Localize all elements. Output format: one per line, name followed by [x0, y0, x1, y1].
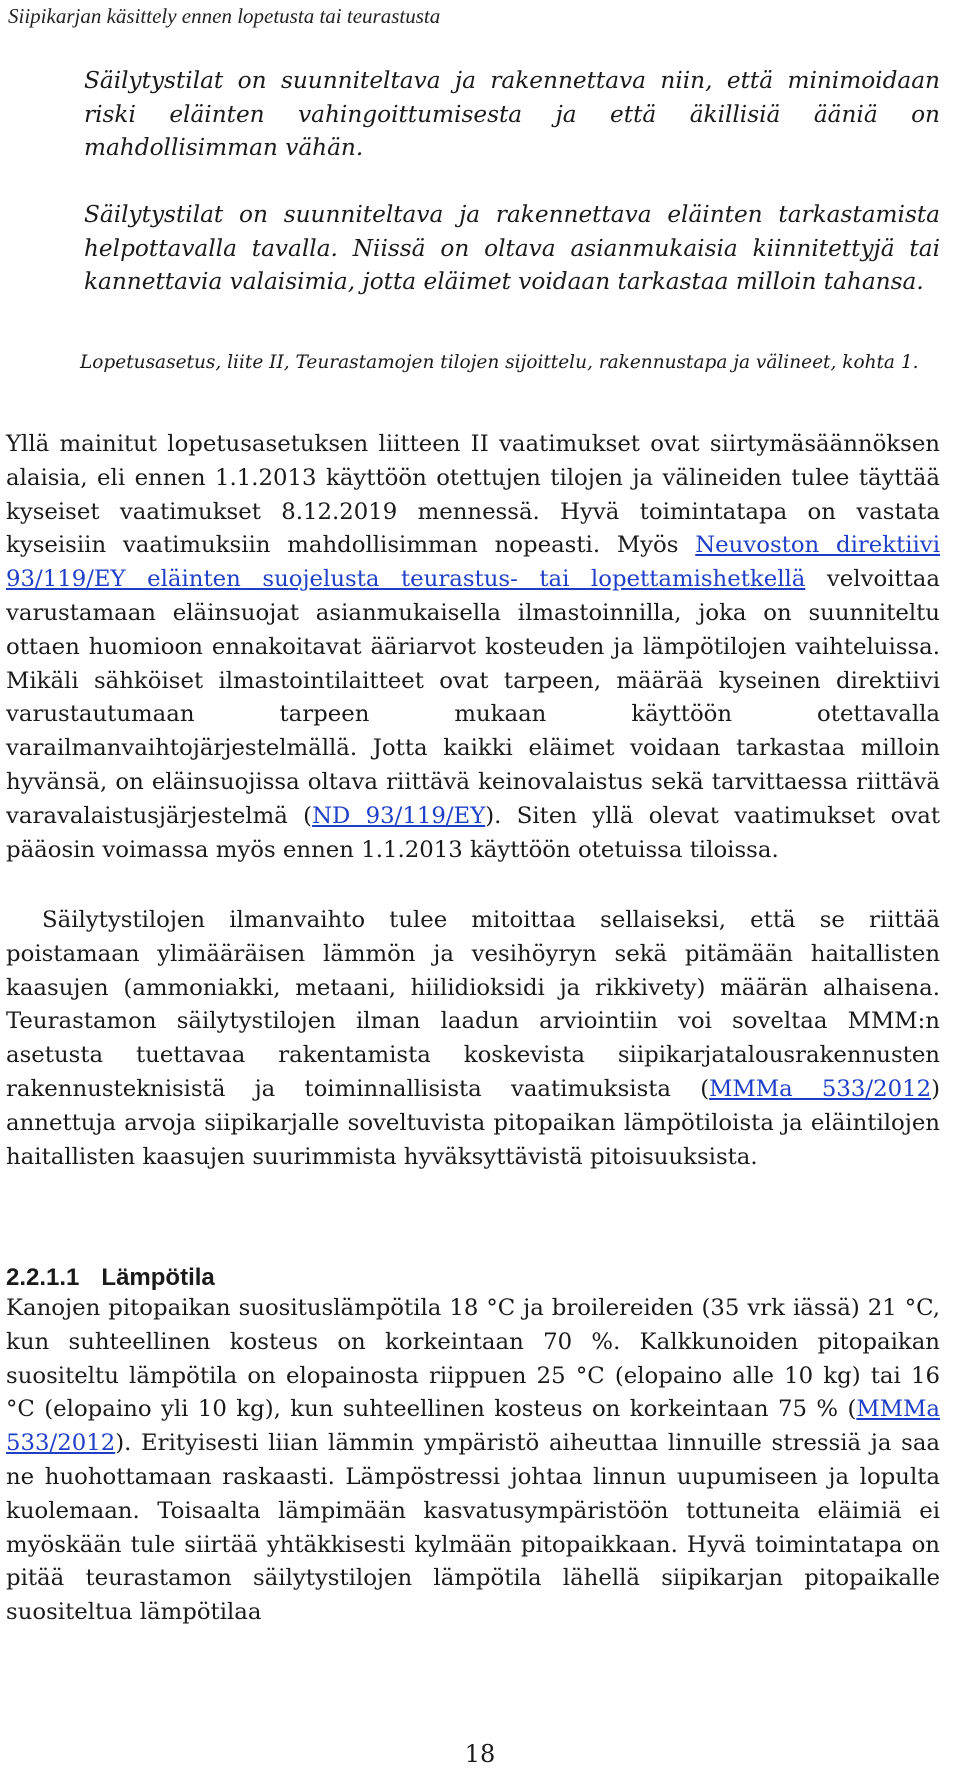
paragraph-text: Kanojen pitopaikan suosituslämpötila 18 °C ja broilereiden (35 vrk iässä) 21 °C, kun suhteellinen kosteus on korkeintaan 70 %. Kalkkunoiden pitopaikan suositeltu lämpötila on elopainosta riippuen 25 °C (elopaino alle 10 kg) tai 16 °C (elopaino yli 10 kg), kun suhteellinen kosteus on korkeintaan 75 % (	[6, 1295, 940, 1423]
mmma-link[interactable]: MMMa 533/2012	[6, 1396, 940, 1457]
nd-directive-link[interactable]: ND 93/119/EY	[312, 802, 486, 829]
legal-quote-2: Säilytystilat on suunniteltava ja rakennettava eläinten tarkastamista helpottavalla tavalla. Niissä on oltava asianmukaisia kiinnitettyjä tai kannettavia valaisimia, jotta eläimet voidaan tarkastaa milloin tahansa.	[84, 201, 940, 295]
directive-link[interactable]: Neuvoston direktiivi 93/119/EY eläinten suojelusta teurastus- tai lopettamishetkellä	[6, 532, 940, 593]
section-number: 2.2.1.1	[6, 1264, 80, 1291]
legal-quote-1: Säilytystilat on suunniteltava ja rakennettava niin, että minimoidaan riski eläinten vahingoittumisesta ja että äkillisiä ääniä on mahdollisimman vähän.	[84, 67, 940, 161]
paragraph-text: Säilytystilojen ilmanvaihto tulee mitoittaa sellaiseksi, että se riittää poistamaan ylimääräisen lämmön ja vesihöyryn sekä pitämään haitallisten kaasujen (ammoniakki, metaani, hiilidioksidi ja rikkivety) määrän alhaisena. Teurastamon säilytystilojen ilman laadun arviointiin voi soveltaa MMM:n asetusta tuettavaa rakentamista koskevista siipikarjatalousrakennusten rakennusteknisistä ja toiminnallisista vaatimuksista (	[6, 907, 940, 1102]
running-header: Siipikarjan käsittely ennen lopetusta tai teurastusta	[8, 4, 441, 28]
page-number: 18	[464, 1740, 496, 1768]
paragraph-transition-requirements	[6, 428, 940, 867]
paragraph-text: ). Erityisesti liian lämmin ympäristö aiheuttaa linnuille stressiä ja saa ne huohottamaan raskaasti. Lämpöstressi johtaa linnun uupumiseen ja lopulta kuolemaan. Toisaalta lämpimään kasvatusympäristöön tottuneita eläimiä ei myöskään tule siirtää yhtäkkisesti kylmään pitopaikkaan. Hyvä toimintatapa on pitää teurastamon säilytystilojen lämpötila lähellä siipikarjan pitopaikalle suositeltua lämpötilaa	[6, 1430, 940, 1626]
quote-citation: Lopetusasetus, liite II, Teurastamojen tilojen sijoittelu, rakennustapa ja välineet, kohta 1.	[80, 352, 919, 373]
paragraph-ventilation	[6, 904, 940, 1174]
section-heading	[6, 1264, 215, 1292]
paragraph-text: ). Siten yllä olevat vaatimukset ovat pääosin voimassa myös ennen 1.1.2013 käyttöön otetuissa tiloissa.	[6, 802, 941, 863]
section-title: Lämpötila	[101, 1264, 215, 1291]
paragraph-text: velvoittaa varustamaan eläinsuojat asianmukaisella ilmastoinnilla, joka on suunniteltu ottaen huomioon ennakoitavat ääriarvot kosteuden ja lämpötilojen vaihteluissa. Mikäli sähköiset ilmastointilaitteet ovat tarpeen, määrää kyseinen direktiivi varustautumaan tarpeen mukaan käyttöön otettavalla varailmanvaihtojärjestelmällä. Jotta kaikki eläimet voidaan tarkastaa milloin hyvänsä, on eläinsuojissa oltava riittävä keinovalaistus sekä tarvittaessa riittävä varavalaistusjärjestelmä (	[6, 566, 940, 829]
paragraph-text: ) annettuja arvoja siipikarjalle soveltuvista pitopaikan lämpötiloista ja eläintilojen haitallisten kaasujen suurimmista hyväksyttävistä pitoisuuksista.	[6, 1075, 940, 1170]
mmma-link[interactable]: MMMa 533/2012	[709, 1075, 932, 1102]
paragraph-text: Yllä mainitut lopetusasetuksen liitteen II vaatimukset ovat siirtymäsäännöksen alaisia, eli ennen 1.1.2013 käyttöön otettujen tilojen ja välineiden tulee täyttää kyseiset vaatimukset 8.12.2019 mennessä. Hyvä toimintatapa on vastata kyseisiin vaatimuksiin mahdollisimman nopeasti. Myös	[6, 431, 940, 559]
paragraph-temperature	[6, 1292, 940, 1630]
